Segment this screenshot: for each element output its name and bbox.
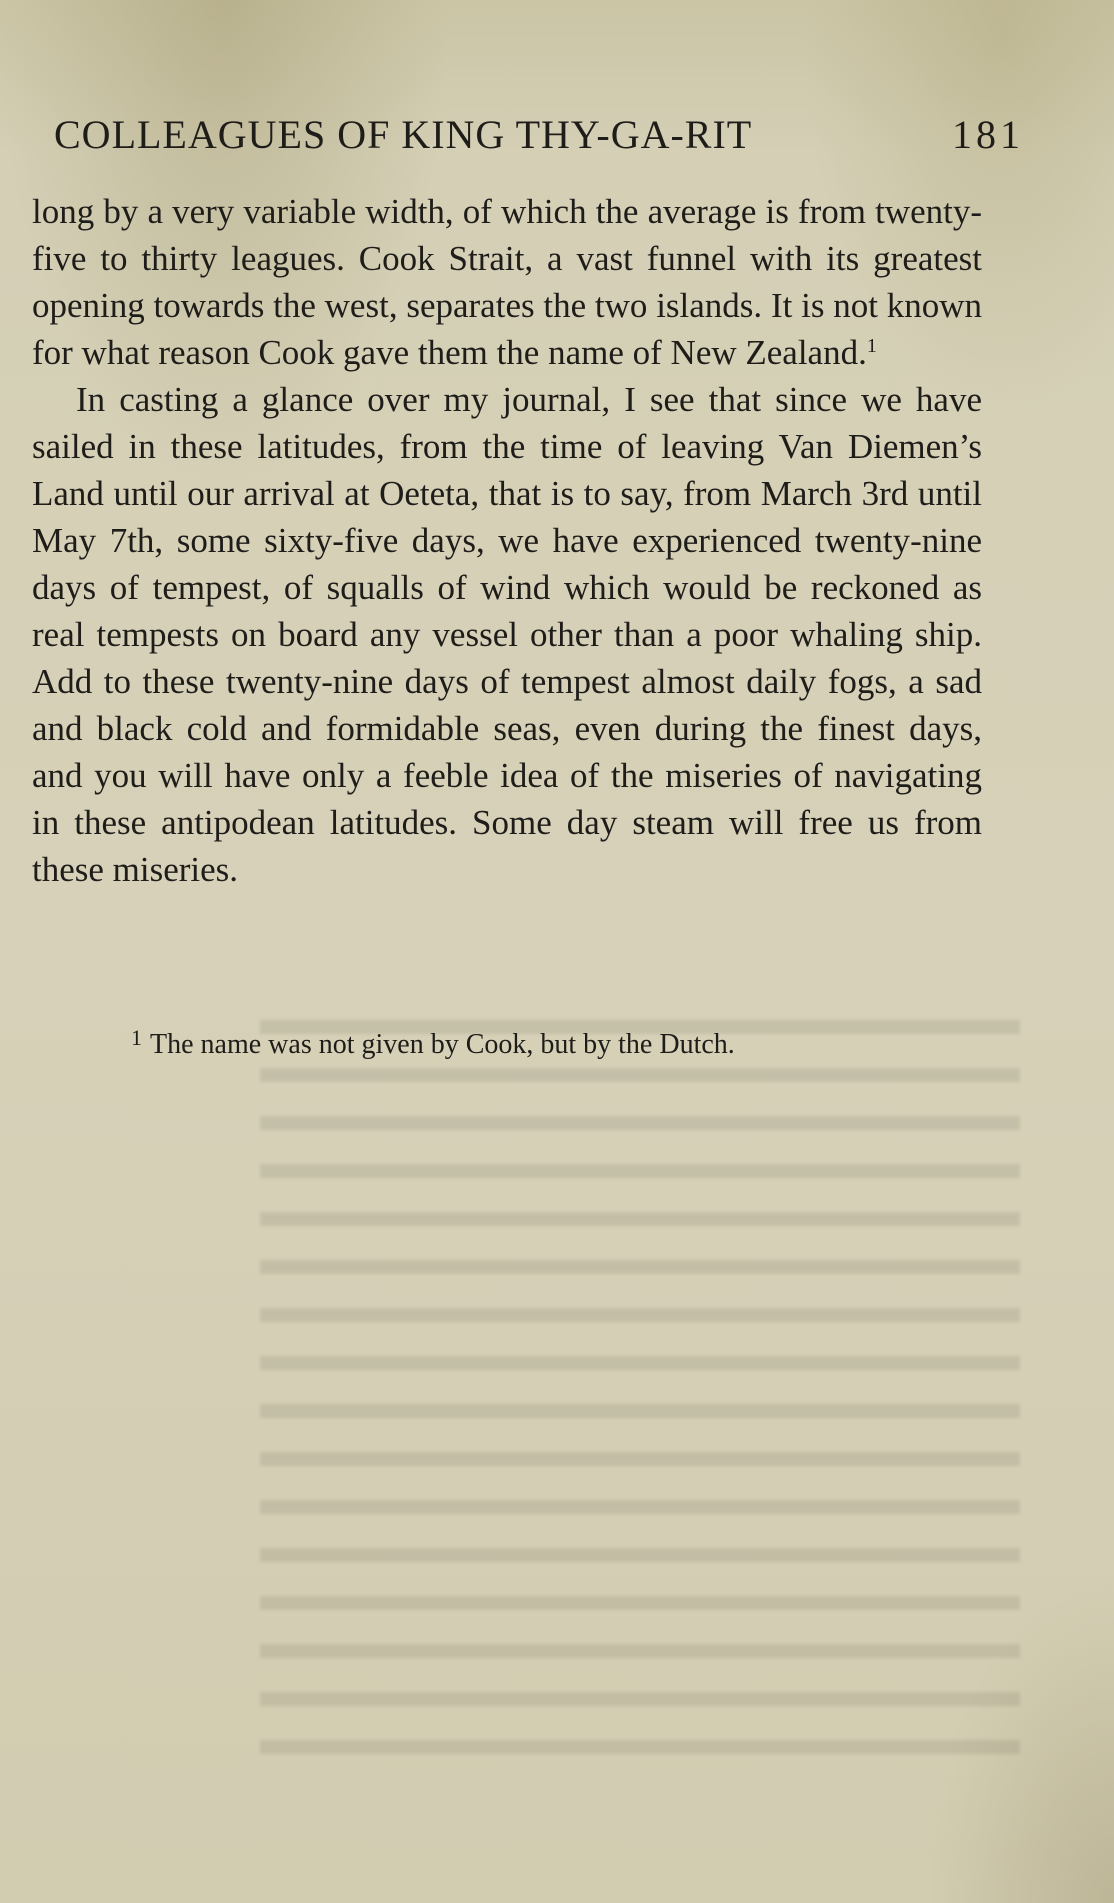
footnote <box>131 1018 911 1065</box>
running-title: COLLEAGUES OF KING THY-GA-RIT <box>54 112 753 157</box>
footnote-reference: 1 <box>866 335 877 357</box>
show-through-text <box>260 1020 1020 1780</box>
paragraph-2: In casting a glance over my journal, I see that since we have sailed in these latitudes, from the time of leaving Van Diemen’s Land until our arrival at Oeteta, that is to say, from March 3rd until May 7th, some sixty-five days, we have experienced twenty-nine days of tempest, of squalls of wind which would be reckoned as real tempests on board any vessel other than a poor whaling ship. Add to these twenty-nine days of tempest almost daily fogs, a sad and black cold and formidable seas, even during the finest days, and you will have only a feeble idea of the miseries of navigating in these antipodean latitudes. Some day steam will free us from these miseries. <box>32 380 982 889</box>
body-text <box>32 188 982 893</box>
footnote-text: The name was not given by Cook, but by the Dutch. <box>150 1029 735 1060</box>
page-number: 181 <box>952 112 1024 157</box>
footnote-marker: 1 <box>131 1025 142 1050</box>
page-header <box>32 107 1034 163</box>
paragraph-1-text: long by a very variable width, of which the average is from twenty-five to thirty leagues. Cook Strait, a vast funnel with its greatest opening towards the west, separates the two islands. It is not known for what reason Cook gave them the name of New Zealand. <box>32 192 982 372</box>
paragraph-1 <box>32 188 982 376</box>
